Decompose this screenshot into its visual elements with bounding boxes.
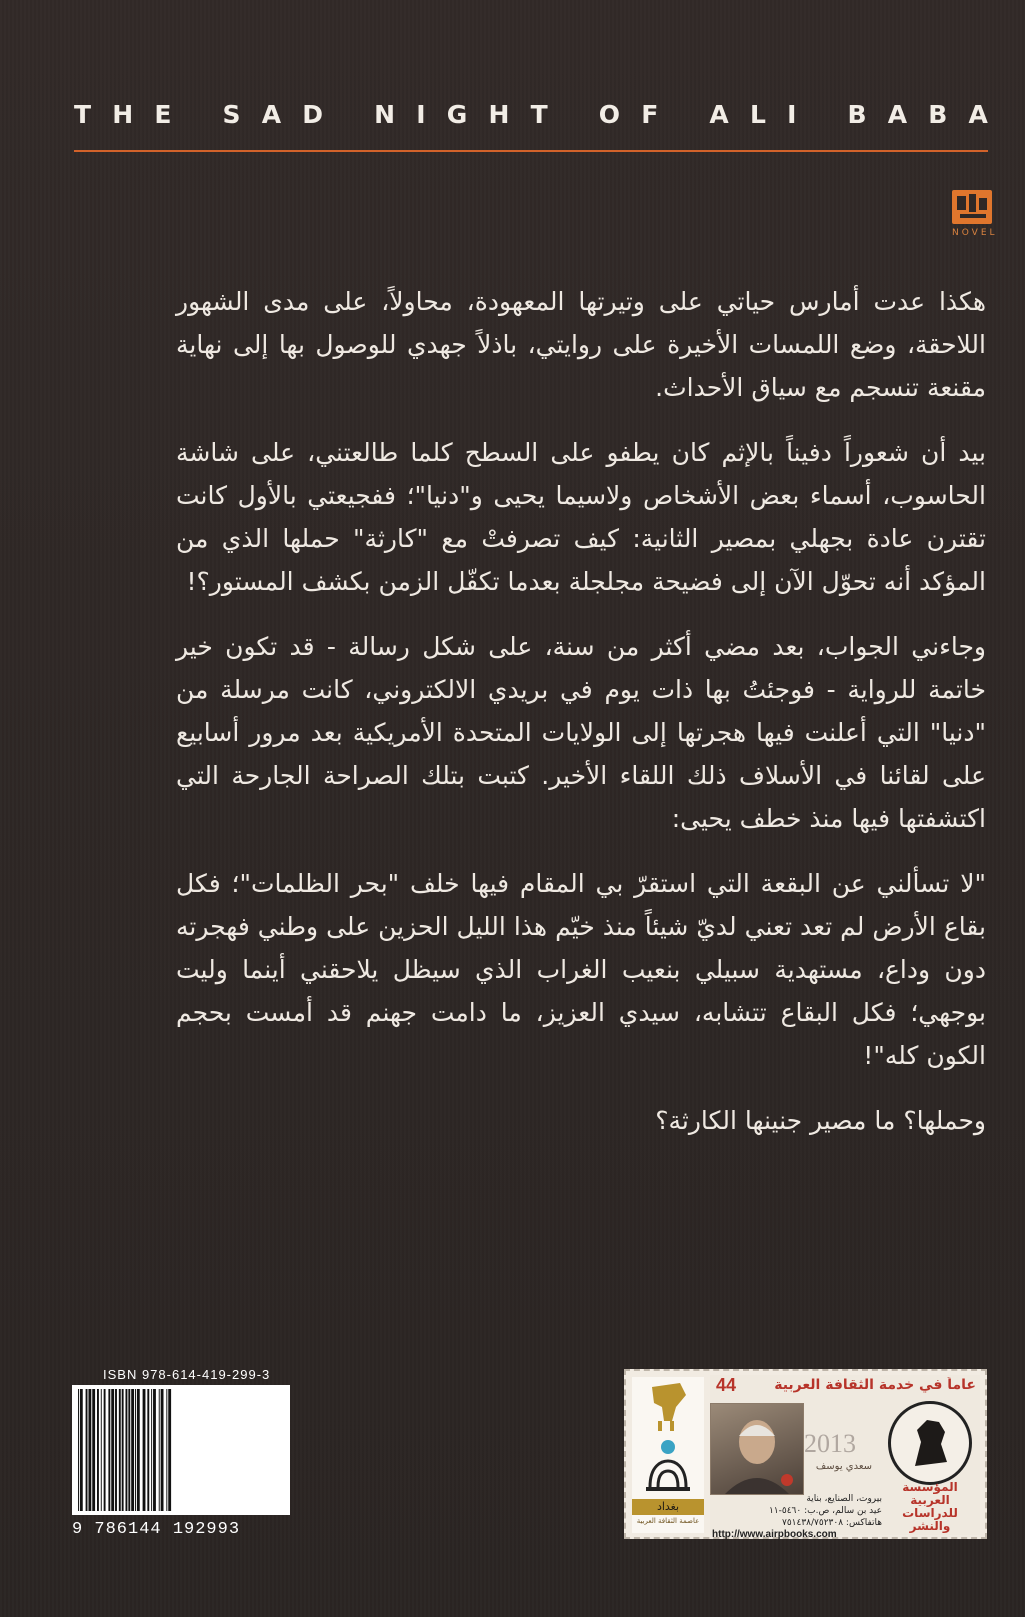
barcode-bar (92, 1389, 95, 1511)
english-title (74, 100, 988, 129)
barcode-bar (111, 1389, 114, 1511)
blurb-paragraph: "لا تسألني عن البقعة التي استقرّ بي المقام فيها خلف "بحر الظلمات"؛ فكل بقاع الأرض لم تعد تعني لديّ شيئاً منذ خيّم هذا الليل الحزين على وطني فهجرته دون وداع، مستهدية سبيلي بنعيب الغراب الذي سيظل يلاحقني أينما وليت بوجهي؛ فكل البقاع تتشابه، سيدي العزيز، ما دامت جهنم قد أمست بحجم الكون كله"! (176, 869, 986, 1070)
barcode-bar (151, 1389, 152, 1511)
title-letter: L (749, 100, 766, 129)
title-letter: T (530, 100, 548, 129)
series-label: NOVEL (952, 228, 998, 238)
blurb (176, 280, 986, 1164)
barcode-bar (159, 1389, 160, 1511)
barcode-bar (104, 1389, 106, 1511)
barcode-bar (97, 1389, 99, 1511)
blurb-paragraph: هكذا عدت أمارس حياتي على وتيرتها المعهودة، محاولاً، على مدى الشهور اللاحقة، وضع اللمسات الأخيرة على روايتي، باذلاً جهدي للوصول بها إلى نهاية مقنعة تنسجم مع سياق الأحداث. (176, 287, 986, 402)
barcode-bar (166, 1389, 167, 1511)
isbn-label: ISBN 978-614-419-299-3 (103, 1367, 271, 1382)
title-letter: D (302, 100, 324, 129)
title-letter: I (787, 100, 797, 129)
publisher-address (712, 1493, 882, 1541)
honoree-name: سعدي يوسف (815, 1461, 873, 1472)
barcode-bar (122, 1389, 124, 1511)
barcode-bar (101, 1389, 102, 1511)
barcode-digits: 9 786144 192993 (72, 1520, 241, 1539)
blurb-paragraph: وجاءني الجواب، بعد مضي أكثر من سنة، على شكل رسالة - قد تكون خير خاتمة للرواية - فوجئتُ بها ذات يوم في بريدي الالكتروني، كانت مرسلة من "دنيا" التي أعلنت فيها هجرتها إلى الولايات المتحدة الأمريكية بعد مرور أسابيع على لقائنا في الأسلاف ذلك اللقاء الأخير. كتبت بتلك الصراحة الجارحة التي اكتشفتها فيها منذ خطف يحيى: (176, 632, 986, 833)
barcode-bar (86, 1389, 88, 1511)
title-word-gap (680, 100, 689, 129)
barcode-bar (137, 1389, 140, 1511)
barcode-bar (131, 1389, 134, 1511)
title-letter: B (847, 100, 867, 129)
barcode-bars-icon (72, 1385, 290, 1515)
barcode (72, 1385, 290, 1515)
baghdad-subtitle: عاصمة الثقافة العربية (636, 1517, 700, 1525)
title-word-gap (569, 100, 578, 129)
barcode-bar (128, 1389, 130, 1511)
blurb-paragraph: وحملها؟ ما مصير جنينها الكارثة؟ (655, 1106, 986, 1135)
title-divider (74, 150, 988, 152)
publisher-medallion (888, 1401, 972, 1485)
title-letter: N (374, 100, 396, 129)
title-letter: O (598, 100, 621, 129)
title-letter: H (112, 100, 134, 129)
publisher-name: المؤسسة العربية للدراسات والنشر (902, 1480, 958, 1533)
title-letter: A (968, 100, 988, 129)
title-letter: B (928, 100, 948, 129)
stamp-main-panel (710, 1375, 980, 1540)
stamp-header: عاماً في خدمة الثقافة العربية (774, 1377, 976, 1393)
barcode-bar (161, 1389, 164, 1511)
barcode-bar (153, 1389, 156, 1511)
barcode-bar (80, 1389, 83, 1511)
barcode-bar (168, 1389, 171, 1511)
barcode-bar (135, 1389, 136, 1511)
title-letter: I (416, 100, 426, 129)
portrait-icon (711, 1404, 803, 1494)
title-letter: F (641, 100, 659, 129)
barcode-bar (119, 1389, 121, 1511)
title-word-gap (344, 100, 353, 129)
title-letter: H (488, 100, 510, 129)
address-line: بيروت، الصنايع، بناية (806, 1494, 882, 1504)
barcode-bar (115, 1389, 117, 1511)
anniversary-stamp (624, 1369, 987, 1539)
barcode-bar (108, 1389, 110, 1511)
blurb-paragraph: بيد أن شعوراً دفيناً بالإثم كان يطفو على السطح كلما طالعتني، على شاشة الحاسوب، أسماء بعض الأشخاص ولاسيما يحيى و"دنيا"؛ ففجيعتي بالأول كانت تقترن عادة بجهلي بمصير الثانية: كيف تصرفتْ مع "كارثة" حملها الذي من المؤكد أنه تحوّل الآن إلى فضيحة مجلجلة بعدما تكفّل الزمن بكشف المستور؟! (176, 438, 986, 596)
stamp-year: 2013 (804, 1429, 856, 1458)
title-letter: A (709, 100, 729, 129)
stamp-number: 44 (716, 1375, 737, 1395)
barcode-bar (147, 1389, 149, 1511)
address-line: عيد بن سالم، ص.ب: ٥٤٦٠-١١ (768, 1506, 882, 1516)
title-letter: S (222, 100, 241, 129)
title-word-gap (193, 100, 202, 129)
publisher-url: http://www.airpbooks.com (712, 1529, 837, 1540)
barcode-bar (126, 1389, 128, 1511)
title-letter: E (154, 100, 172, 129)
title-word-gap (818, 100, 827, 129)
title-letter: G (446, 100, 468, 129)
barcode-bar (143, 1389, 146, 1511)
baghdad-emblem (632, 1377, 704, 1533)
baghdad-lamassu-icon (632, 1377, 704, 1497)
address-line: هاتفاكس: ٧٥١٤٣٨/٧٥٢٣٠٨ (782, 1518, 882, 1528)
publisher-logo (952, 190, 998, 244)
horse-head-icon (891, 1404, 969, 1482)
honoree-portrait (710, 1403, 804, 1495)
title-letter: T (74, 100, 92, 129)
barcode-bar (88, 1389, 91, 1511)
title-letter: A (261, 100, 282, 129)
novel-logo-icon (952, 190, 992, 224)
barcode-bar (78, 1389, 79, 1511)
baghdad-label: بغداد (632, 1499, 704, 1515)
title-letter: A (887, 100, 908, 129)
